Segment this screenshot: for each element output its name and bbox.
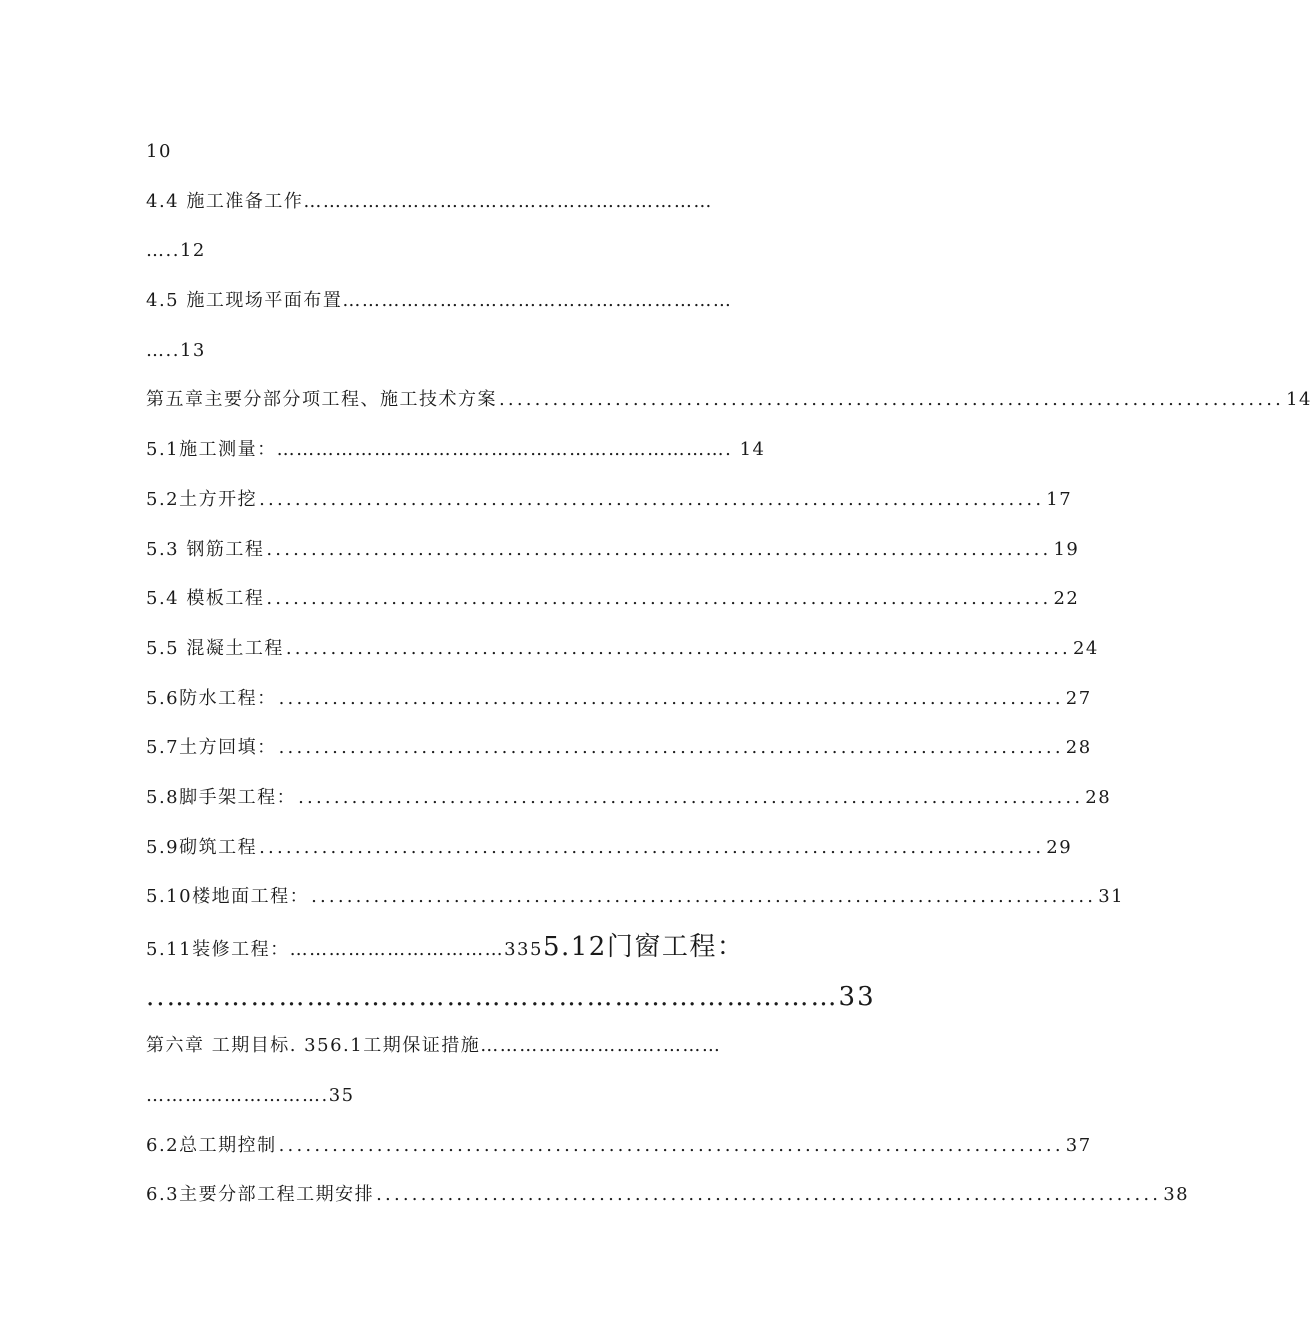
leader-dots: ........................................................................................ bbox=[311, 886, 1097, 908]
toc-entry-title: 5.3 钢筋工程 bbox=[146, 538, 265, 560]
toc-entry-title: 5.8脚手架工程： bbox=[146, 786, 297, 808]
toc-line: …..13 bbox=[146, 339, 206, 361]
toc-entry-page: 17 bbox=[1046, 488, 1073, 510]
table-of-contents bbox=[146, 138, 1312, 1231]
toc-entry-title: 5.10楼地面工程： bbox=[146, 886, 310, 908]
toc-entry-page: 28 bbox=[1085, 786, 1112, 808]
toc-entry-page: 24 bbox=[1072, 637, 1099, 659]
toc-entry bbox=[146, 486, 1073, 536]
toc-entry-page: 27 bbox=[1065, 687, 1092, 709]
toc-entry bbox=[146, 685, 1092, 735]
leader-dots: ........................................................................................ bbox=[259, 488, 1045, 510]
toc-entry bbox=[146, 585, 1080, 635]
toc-entry-page: 31 bbox=[1098, 886, 1125, 908]
leader-dots: ........................................................................................ bbox=[278, 737, 1064, 759]
toc-entry-page: 37 bbox=[1065, 1134, 1092, 1156]
toc-entry bbox=[146, 635, 1099, 685]
toc-line: …..12 bbox=[146, 240, 206, 262]
toc-entry-page: 14 bbox=[1286, 389, 1312, 411]
leader-dots: ........................................................................................ bbox=[266, 538, 1052, 560]
toc-line: ..………………………………………………………………33 bbox=[146, 981, 876, 1012]
toc-entry bbox=[146, 1181, 1190, 1231]
toc-line: 4.5 施工现场平面布置…………………………………………………… bbox=[146, 290, 733, 312]
toc-entry-title: 5.6防水工程： bbox=[146, 687, 277, 709]
leader-dots: ........................................................................................ bbox=[499, 389, 1285, 411]
toc-entry-page: 29 bbox=[1046, 836, 1073, 858]
toc-entry-title: 5.7土方回填： bbox=[146, 737, 277, 759]
toc-line-part-large: 5.12门窗工程： bbox=[542, 932, 745, 962]
leader-dots: ........................................................................................ bbox=[376, 1184, 1162, 1206]
leader-dots: ........................................................................................ bbox=[259, 836, 1045, 858]
toc-line: 5.1施工测量：……………………………………………………………. 14 bbox=[146, 439, 766, 461]
toc-entry-title: 5.9砌筑工程 bbox=[146, 836, 258, 858]
leader-dots: ........................................................................................ bbox=[278, 1134, 1064, 1156]
toc-entry bbox=[146, 784, 1112, 834]
toc-entry-title: 5.4 模板工程 bbox=[146, 588, 265, 610]
toc-entry-page: 22 bbox=[1053, 588, 1080, 610]
toc-entry-title: 5.5 混凝土工程 bbox=[146, 637, 284, 659]
leader-dots: ........................................................................................ bbox=[266, 588, 1052, 610]
toc-line: 第六章 工期目标. 356.1工期保证措施……………………….……… bbox=[146, 1035, 722, 1057]
toc-entry bbox=[146, 834, 1073, 884]
toc-entry bbox=[146, 1132, 1092, 1182]
toc-line-part: 5.11装修工程：……………………………335 bbox=[146, 939, 543, 960]
toc-line: 10 bbox=[146, 141, 172, 162]
toc-entry bbox=[146, 386, 1312, 436]
toc-line bbox=[146, 933, 806, 983]
toc-entry bbox=[146, 734, 1092, 784]
toc-entry-title: 5.2土方开挖 bbox=[146, 488, 258, 510]
toc-line: ……………………….35 bbox=[146, 1085, 355, 1107]
toc-entry-title: 6.2总工期控制 bbox=[146, 1134, 277, 1156]
toc-line: 4.4 施工准备工作……………………………………………………… bbox=[146, 190, 713, 212]
leader-dots: ........................................................................................ bbox=[298, 786, 1084, 808]
toc-entry bbox=[146, 883, 1125, 933]
toc-entry-page: 19 bbox=[1053, 538, 1080, 560]
toc-entry-page: 28 bbox=[1065, 737, 1092, 759]
toc-entry-title: 第五章主要分部分项工程、施工技术方案 bbox=[146, 389, 497, 411]
toc-entry bbox=[146, 536, 1080, 586]
leader-dots: ........................................................................................ bbox=[278, 687, 1064, 709]
toc-entry-title: 6.3主要分部工程工期安排 bbox=[146, 1184, 375, 1206]
toc-entry-page: 38 bbox=[1163, 1184, 1190, 1206]
leader-dots: ........................................................................................ bbox=[285, 637, 1071, 659]
